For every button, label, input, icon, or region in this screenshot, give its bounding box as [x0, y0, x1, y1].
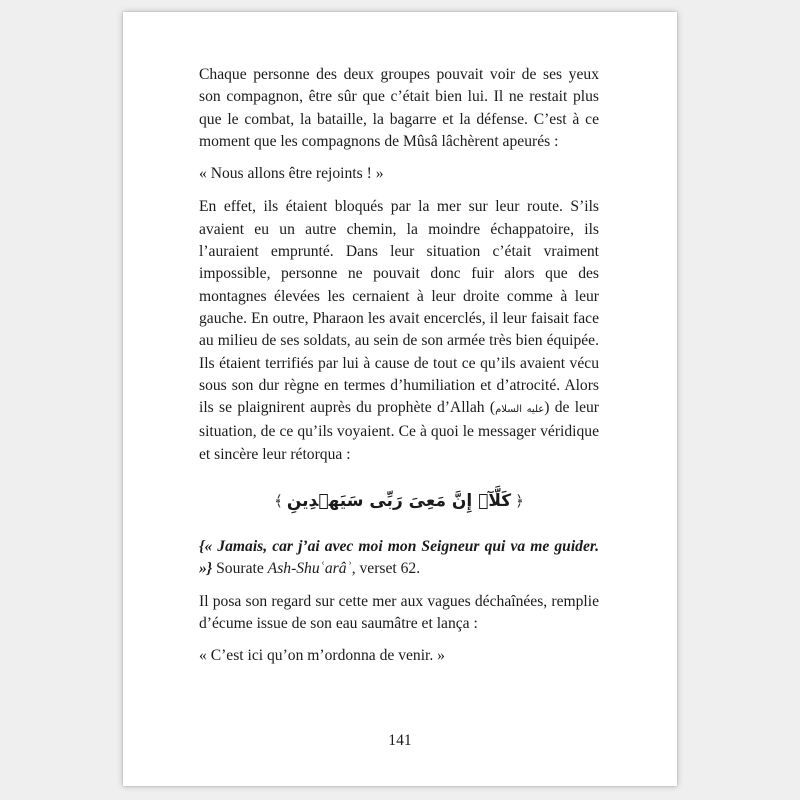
quote-rejoints: « Nous allons être rejoints ! » [199, 165, 384, 183]
paragraph-3-text-a: En effet, ils étaient bloqués par la mer sur leur route. S’ils avaient eu un autre chemin, la moindre échappatoire, ils l’auraient emprunté. Dans leur situation c’était vraiment impossible, personne ne pouvait donc fuir alors que des montagnes élevées les cernaient à leur droite comme à leur gauche. En outre, Pharaon les avait encerclés, il leur faisait face au milieu de ses soldats, au sein de son armée très bien équipée. Ils étaient terrifiés par lui à cause de tout ce qu’ils avaient vécu sous son dur règne en termes d’humiliation et d’atrocité. Alors ils se plaignirent auprès du prophète d’Allah ( [199, 198, 599, 417]
verse-ornament-close: ﴾ [274, 492, 283, 511]
paragraph-3 [199, 196, 599, 466]
source-suffix: , verset 62. [351, 560, 421, 578]
page-number: 141 [388, 732, 412, 749]
quote-venir: « C’est ici qu’on m’ordonna de venir. » [199, 647, 445, 665]
surah-name: Ash-Shuʿarâʾ [267, 560, 352, 578]
verse-ornament-open: ﴿ [515, 492, 524, 511]
source-prefix: Sourate [212, 560, 268, 578]
quran-verse [199, 488, 599, 514]
honorific-glyph: عليه السلام [495, 404, 545, 416]
paragraph-5: Il posa son regard sur cette mer aux vagues déchaînées, remplie d’écume issue de son eau saumâtre et lança : [199, 592, 599, 632]
paragraph-1: Chaque personne des deux groupes pouvait voir de ses yeux son compagnon, être sûr que c’était bien lui. Il ne restait plus que le combat, la bataille, la bagarre et la défense. C’est à ce moment que les compagnons de Mûsâ lâchèrent apeurés : [199, 66, 599, 150]
translation-bracket-close: } [206, 560, 213, 578]
translation-bracket-open: { [199, 538, 205, 556]
book-page [123, 12, 677, 786]
verse-translation [199, 536, 599, 581]
verse-arabic-text: كَلَّآۖ إِنَّ مَعِىَ رَبِّى سَيَهۡدِينِ [286, 491, 512, 512]
translation-quote: « Jamais, car j’ai avec moi mon Seigneur qui va me guider. » [199, 538, 599, 578]
page-body [199, 64, 599, 678]
paragraph-3-text-b: ) de leur situation, de ce qu’ils voyaient. Ce à quoi le messager véridique et sincère leur rétorqua : [199, 399, 599, 463]
